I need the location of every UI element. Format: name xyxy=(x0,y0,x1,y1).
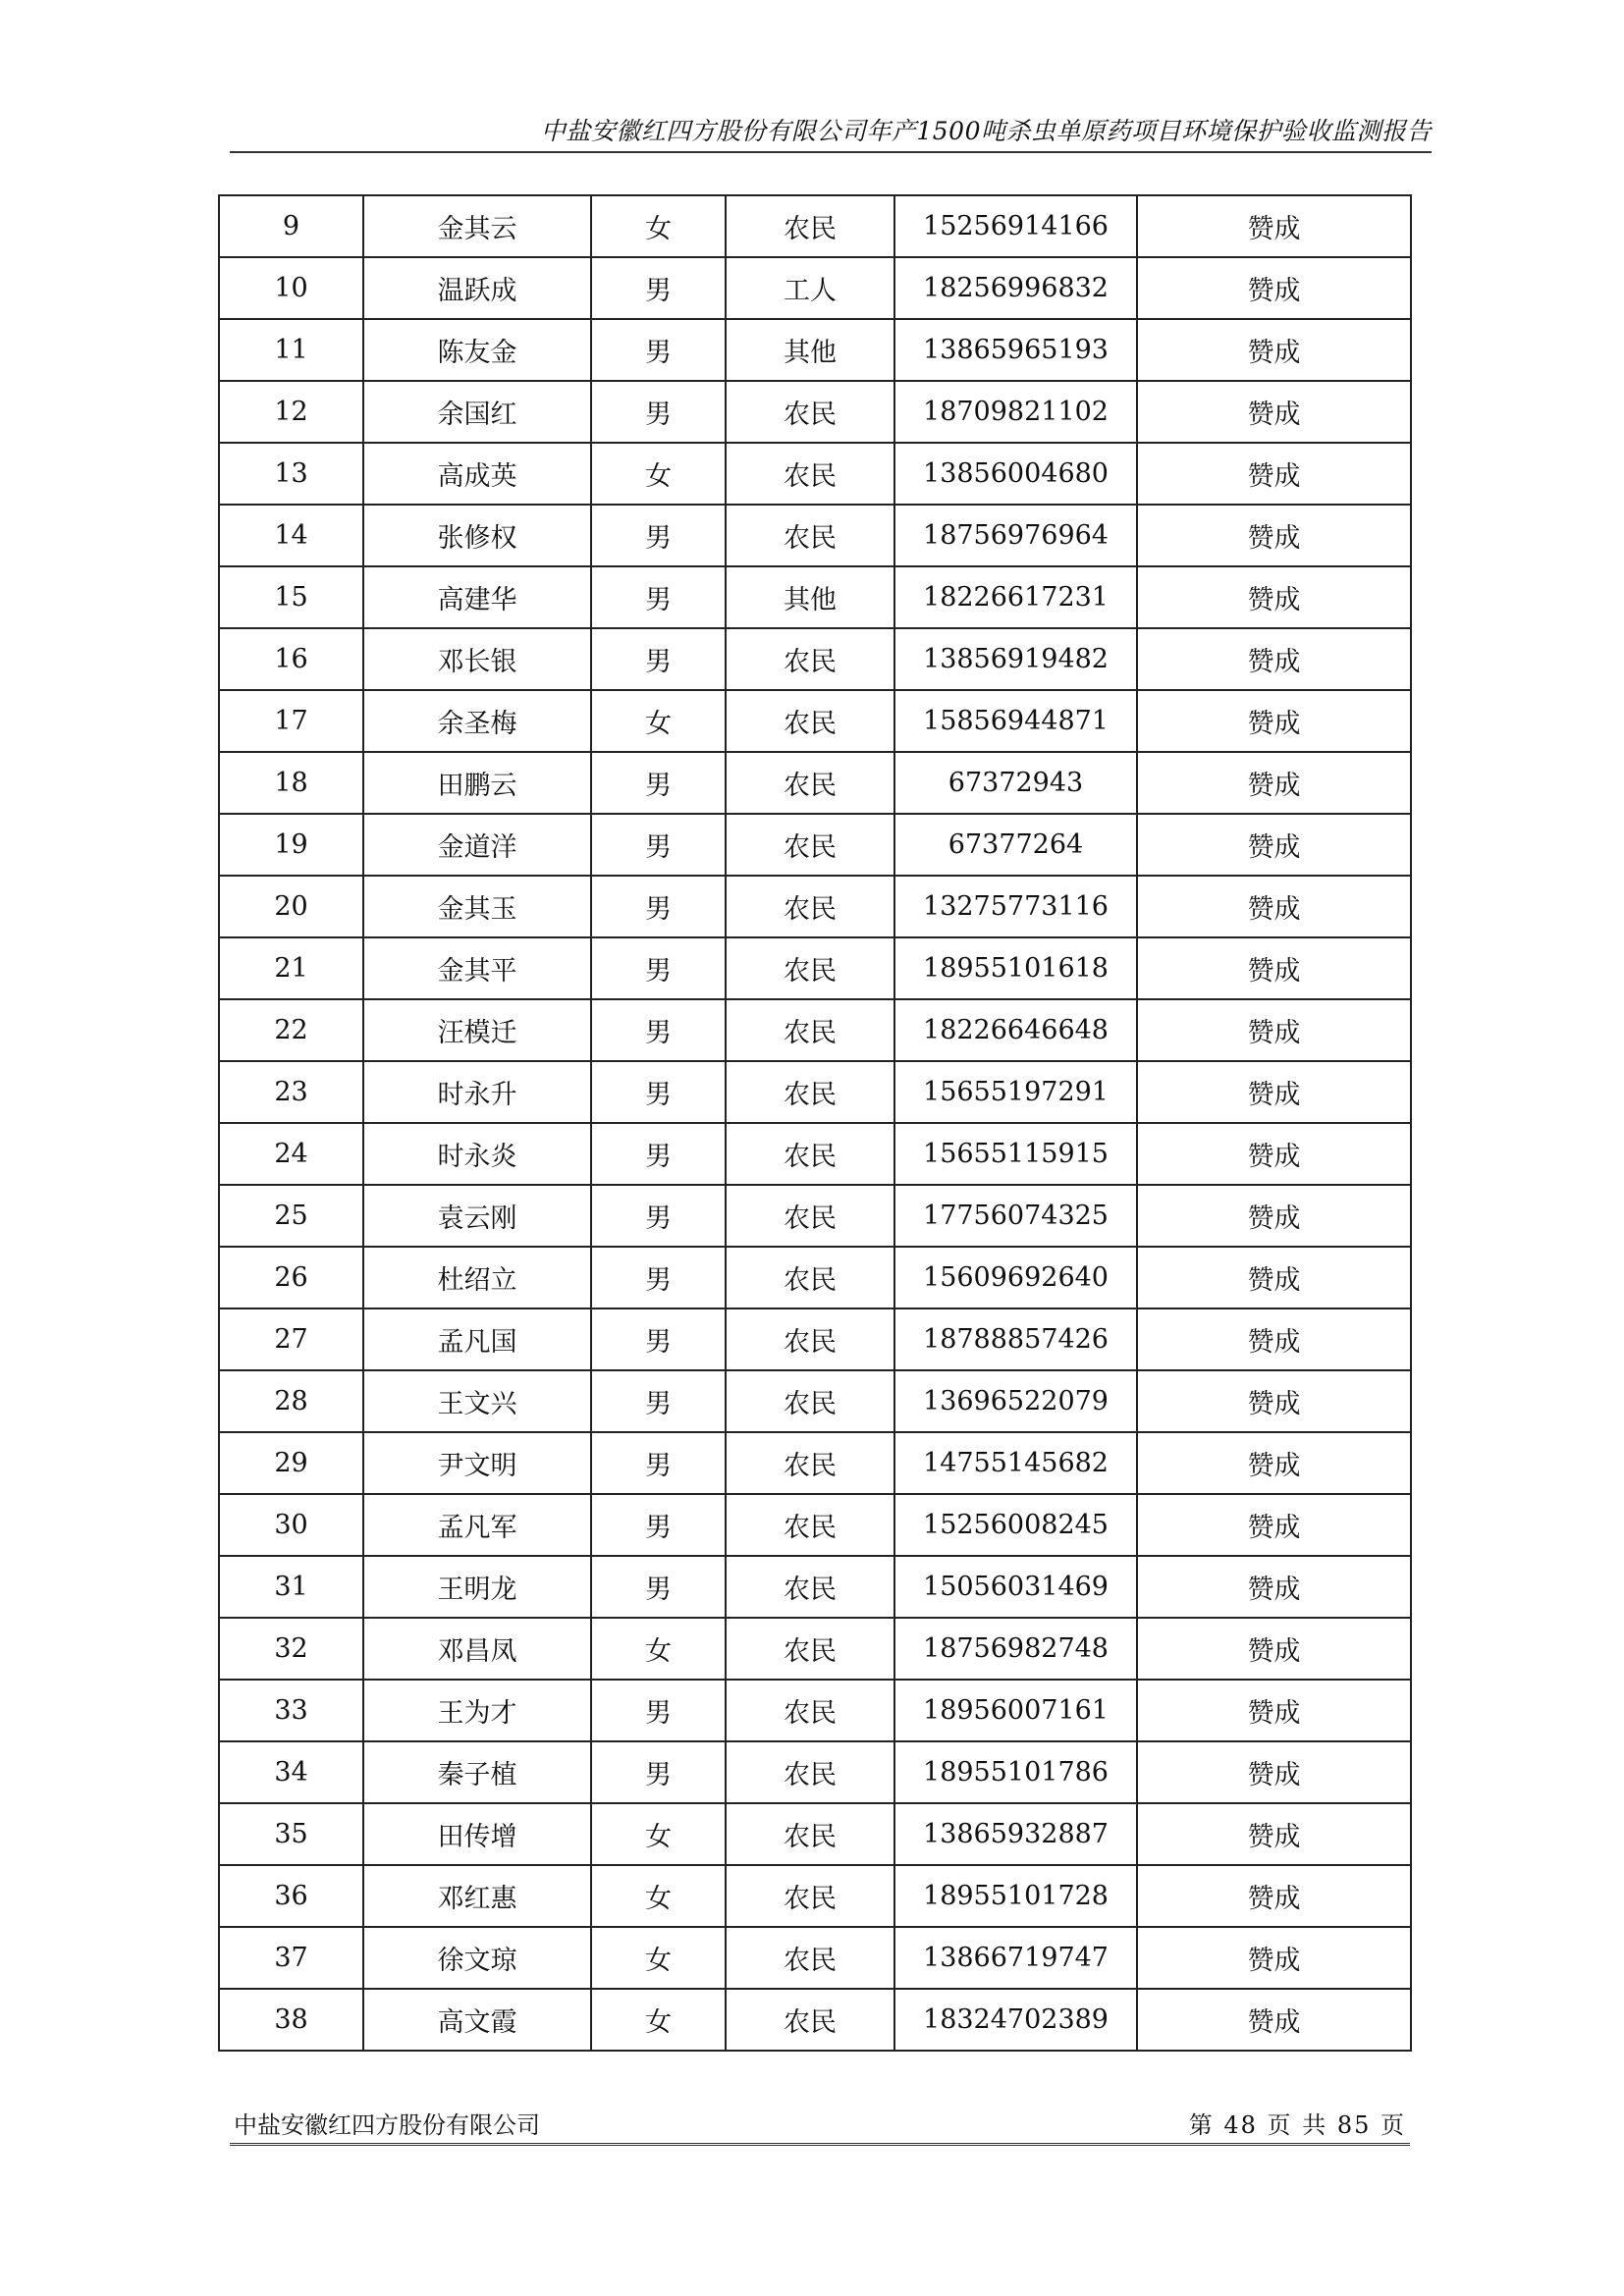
survey-table-body xyxy=(219,195,1411,2051)
table-row xyxy=(219,937,1411,999)
cell-opinion: 赞成 xyxy=(1137,319,1411,381)
cell-gender: 男 xyxy=(591,1680,726,1741)
cell-name: 邓长银 xyxy=(363,628,591,690)
cell-index: 13 xyxy=(219,443,363,505)
page-header xyxy=(230,114,1432,153)
cell-phone: 15655115915 xyxy=(894,1123,1137,1185)
page-footer xyxy=(230,2110,1410,2146)
cell-occupation: 农民 xyxy=(726,814,894,876)
cell-index: 27 xyxy=(219,1308,363,1370)
cell-index: 32 xyxy=(219,1618,363,1680)
cell-index: 14 xyxy=(219,505,363,566)
cell-occupation: 农民 xyxy=(726,876,894,937)
cell-phone: 15609692640 xyxy=(894,1247,1137,1308)
table-row xyxy=(219,1741,1411,1803)
cell-occupation: 工人 xyxy=(726,257,894,319)
table-row xyxy=(219,443,1411,505)
cell-opinion: 赞成 xyxy=(1137,999,1411,1061)
cell-name: 王明龙 xyxy=(363,1556,591,1618)
cell-gender: 男 xyxy=(591,319,726,381)
cell-gender: 女 xyxy=(591,1989,726,2051)
cell-name: 孟凡军 xyxy=(363,1494,591,1556)
cell-opinion: 赞成 xyxy=(1137,1370,1411,1432)
cell-phone: 18709821102 xyxy=(894,381,1137,443)
cell-gender: 女 xyxy=(591,1618,726,1680)
cell-gender: 女 xyxy=(591,1927,726,1989)
cell-gender: 男 xyxy=(591,1123,726,1185)
cell-opinion: 赞成 xyxy=(1137,443,1411,505)
table-row xyxy=(219,1247,1411,1308)
cell-gender: 男 xyxy=(591,1185,726,1247)
cell-phone: 13865932887 xyxy=(894,1803,1137,1865)
cell-index: 20 xyxy=(219,876,363,937)
cell-phone: 67372943 xyxy=(894,752,1137,814)
cell-index: 30 xyxy=(219,1494,363,1556)
cell-name: 金其平 xyxy=(363,937,591,999)
table-row xyxy=(219,1865,1411,1927)
cell-phone: 18956007161 xyxy=(894,1680,1137,1741)
cell-name: 邓红惠 xyxy=(363,1865,591,1927)
cell-opinion: 赞成 xyxy=(1137,1123,1411,1185)
cell-occupation: 农民 xyxy=(726,628,894,690)
cell-gender: 男 xyxy=(591,1247,726,1308)
cell-opinion: 赞成 xyxy=(1137,1247,1411,1308)
table-row xyxy=(219,1308,1411,1370)
cell-opinion: 赞成 xyxy=(1137,814,1411,876)
cell-name: 时永升 xyxy=(363,1061,591,1123)
cell-opinion: 赞成 xyxy=(1137,1803,1411,1865)
cell-name: 高文霞 xyxy=(363,1989,591,2051)
cell-phone: 15256914166 xyxy=(894,195,1137,257)
cell-index: 35 xyxy=(219,1803,363,1865)
cell-gender: 男 xyxy=(591,1061,726,1123)
cell-phone: 14755145682 xyxy=(894,1432,1137,1494)
table-row xyxy=(219,319,1411,381)
cell-opinion: 赞成 xyxy=(1137,937,1411,999)
cell-gender: 男 xyxy=(591,1741,726,1803)
cell-gender: 男 xyxy=(591,381,726,443)
cell-occupation: 农民 xyxy=(726,1927,894,1989)
cell-opinion: 赞成 xyxy=(1137,1308,1411,1370)
cell-occupation: 其他 xyxy=(726,566,894,628)
table-row xyxy=(219,1370,1411,1432)
cell-index: 34 xyxy=(219,1741,363,1803)
cell-gender: 男 xyxy=(591,1494,726,1556)
cell-name: 孟凡国 xyxy=(363,1308,591,1370)
survey-table xyxy=(218,194,1412,2052)
cell-phone: 15056031469 xyxy=(894,1556,1137,1618)
cell-opinion: 赞成 xyxy=(1137,1494,1411,1556)
cell-name: 尹文明 xyxy=(363,1432,591,1494)
cell-gender: 女 xyxy=(591,1803,726,1865)
cell-gender: 女 xyxy=(591,1865,726,1927)
cell-name: 金其玉 xyxy=(363,876,591,937)
cell-opinion: 赞成 xyxy=(1137,752,1411,814)
cell-name: 徐文琼 xyxy=(363,1927,591,1989)
cell-name: 温跃成 xyxy=(363,257,591,319)
cell-occupation: 其他 xyxy=(726,319,894,381)
cell-gender: 男 xyxy=(591,1308,726,1370)
cell-occupation: 农民 xyxy=(726,1865,894,1927)
table-row xyxy=(219,257,1411,319)
cell-index: 28 xyxy=(219,1370,363,1432)
cell-opinion: 赞成 xyxy=(1137,1618,1411,1680)
table-row xyxy=(219,876,1411,937)
table-row xyxy=(219,1927,1411,1989)
cell-index: 21 xyxy=(219,937,363,999)
cell-index: 9 xyxy=(219,195,363,257)
report-title: 中盐安徽红四方股份有限公司年产1500吨杀虫单原药项目环境保护验收监测报告 xyxy=(540,117,1432,145)
cell-index: 31 xyxy=(219,1556,363,1618)
cell-phone: 13866719747 xyxy=(894,1927,1137,1989)
cell-opinion: 赞成 xyxy=(1137,1185,1411,1247)
cell-phone: 13856919482 xyxy=(894,628,1137,690)
cell-phone: 18226617231 xyxy=(894,566,1137,628)
table-row xyxy=(219,1185,1411,1247)
cell-name: 田鹏云 xyxy=(363,752,591,814)
cell-occupation: 农民 xyxy=(726,937,894,999)
cell-phone: 67377264 xyxy=(894,814,1137,876)
cell-phone: 15856944871 xyxy=(894,690,1137,752)
cell-phone: 15256008245 xyxy=(894,1494,1137,1556)
cell-index: 12 xyxy=(219,381,363,443)
cell-name: 王为才 xyxy=(363,1680,591,1741)
table-row xyxy=(219,566,1411,628)
cell-opinion: 赞成 xyxy=(1137,1061,1411,1123)
cell-name: 金其云 xyxy=(363,195,591,257)
cell-occupation: 农民 xyxy=(726,1185,894,1247)
cell-index: 25 xyxy=(219,1185,363,1247)
cell-opinion: 赞成 xyxy=(1137,566,1411,628)
table-row xyxy=(219,1494,1411,1556)
cell-name: 高成英 xyxy=(363,443,591,505)
cell-gender: 女 xyxy=(591,443,726,505)
cell-occupation: 农民 xyxy=(726,443,894,505)
cell-index: 15 xyxy=(219,566,363,628)
cell-name: 田传增 xyxy=(363,1803,591,1865)
cell-index: 29 xyxy=(219,1432,363,1494)
cell-gender: 男 xyxy=(591,999,726,1061)
cell-opinion: 赞成 xyxy=(1137,876,1411,937)
cell-name: 余圣梅 xyxy=(363,690,591,752)
cell-name: 袁云刚 xyxy=(363,1185,591,1247)
cell-phone: 18256996832 xyxy=(894,257,1137,319)
cell-index: 16 xyxy=(219,628,363,690)
cell-opinion: 赞成 xyxy=(1137,1927,1411,1989)
cell-phone: 18955101618 xyxy=(894,937,1137,999)
table-row xyxy=(219,1123,1411,1185)
table-row xyxy=(219,1680,1411,1741)
cell-phone: 13856004680 xyxy=(894,443,1137,505)
cell-index: 18 xyxy=(219,752,363,814)
cell-gender: 男 xyxy=(591,566,726,628)
cell-gender: 男 xyxy=(591,505,726,566)
cell-phone: 18324702389 xyxy=(894,1989,1137,2051)
cell-opinion: 赞成 xyxy=(1137,505,1411,566)
cell-index: 10 xyxy=(219,257,363,319)
table-row xyxy=(219,1061,1411,1123)
cell-phone: 18955101728 xyxy=(894,1865,1137,1927)
cell-name: 秦子植 xyxy=(363,1741,591,1803)
table-row xyxy=(219,381,1411,443)
cell-opinion: 赞成 xyxy=(1137,628,1411,690)
cell-occupation: 农民 xyxy=(726,1308,894,1370)
cell-gender: 男 xyxy=(591,752,726,814)
cell-opinion: 赞成 xyxy=(1137,1556,1411,1618)
cell-phone: 15655197291 xyxy=(894,1061,1137,1123)
cell-index: 38 xyxy=(219,1989,363,2051)
cell-occupation: 农民 xyxy=(726,1494,894,1556)
cell-occupation: 农民 xyxy=(726,195,894,257)
cell-gender: 女 xyxy=(591,690,726,752)
footer-company: 中盐安徽红四方股份有限公司 xyxy=(234,2111,540,2139)
cell-index: 26 xyxy=(219,1247,363,1308)
footer-page-number: 第 48 页 共 85 页 xyxy=(1188,2111,1406,2139)
cell-index: 36 xyxy=(219,1865,363,1927)
cell-occupation: 农民 xyxy=(726,999,894,1061)
cell-name: 王文兴 xyxy=(363,1370,591,1432)
cell-phone: 18756976964 xyxy=(894,505,1137,566)
cell-occupation: 农民 xyxy=(726,1680,894,1741)
cell-index: 23 xyxy=(219,1061,363,1123)
cell-name: 金道洋 xyxy=(363,814,591,876)
cell-occupation: 农民 xyxy=(726,1432,894,1494)
cell-opinion: 赞成 xyxy=(1137,1865,1411,1927)
table-row xyxy=(219,814,1411,876)
cell-index: 19 xyxy=(219,814,363,876)
cell-gender: 男 xyxy=(591,1432,726,1494)
cell-name: 杜绍立 xyxy=(363,1247,591,1308)
cell-opinion: 赞成 xyxy=(1137,690,1411,752)
cell-phone: 13865965193 xyxy=(894,319,1137,381)
cell-name: 余国红 xyxy=(363,381,591,443)
cell-phone: 18756982748 xyxy=(894,1618,1137,1680)
cell-index: 11 xyxy=(219,319,363,381)
cell-index: 24 xyxy=(219,1123,363,1185)
cell-phone: 13275773116 xyxy=(894,876,1137,937)
cell-occupation: 农民 xyxy=(726,752,894,814)
cell-occupation: 农民 xyxy=(726,690,894,752)
table-row xyxy=(219,999,1411,1061)
cell-phone: 18788857426 xyxy=(894,1308,1137,1370)
cell-occupation: 农民 xyxy=(726,381,894,443)
table-row xyxy=(219,1556,1411,1618)
cell-name: 陈友金 xyxy=(363,319,591,381)
cell-phone: 13696522079 xyxy=(894,1370,1137,1432)
table-row xyxy=(219,195,1411,257)
cell-name: 张修权 xyxy=(363,505,591,566)
cell-phone: 18955101786 xyxy=(894,1741,1137,1803)
cell-occupation: 农民 xyxy=(726,1123,894,1185)
cell-gender: 男 xyxy=(591,814,726,876)
cell-phone: 18226646648 xyxy=(894,999,1137,1061)
cell-index: 22 xyxy=(219,999,363,1061)
cell-opinion: 赞成 xyxy=(1137,1741,1411,1803)
cell-gender: 男 xyxy=(591,937,726,999)
cell-gender: 男 xyxy=(591,1370,726,1432)
table-row xyxy=(219,628,1411,690)
table-row xyxy=(219,1803,1411,1865)
cell-opinion: 赞成 xyxy=(1137,1432,1411,1494)
table-row xyxy=(219,505,1411,566)
cell-gender: 男 xyxy=(591,257,726,319)
table-row xyxy=(219,752,1411,814)
cell-occupation: 农民 xyxy=(726,1556,894,1618)
cell-occupation: 农民 xyxy=(726,1741,894,1803)
cell-name: 邓昌凤 xyxy=(363,1618,591,1680)
table-row xyxy=(219,1432,1411,1494)
cell-occupation: 农民 xyxy=(726,505,894,566)
cell-phone: 17756074325 xyxy=(894,1185,1137,1247)
table-row xyxy=(219,1989,1411,2051)
cell-occupation: 农民 xyxy=(726,1247,894,1308)
cell-gender: 男 xyxy=(591,876,726,937)
cell-index: 17 xyxy=(219,690,363,752)
cell-occupation: 农民 xyxy=(726,1803,894,1865)
cell-index: 37 xyxy=(219,1927,363,1989)
cell-name: 时永炎 xyxy=(363,1123,591,1185)
cell-gender: 男 xyxy=(591,628,726,690)
cell-gender: 女 xyxy=(591,195,726,257)
cell-name: 汪模迁 xyxy=(363,999,591,1061)
cell-name: 高建华 xyxy=(363,566,591,628)
cell-occupation: 农民 xyxy=(726,1370,894,1432)
table-row xyxy=(219,690,1411,752)
cell-opinion: 赞成 xyxy=(1137,381,1411,443)
cell-index: 33 xyxy=(219,1680,363,1741)
cell-occupation: 农民 xyxy=(726,1061,894,1123)
cell-occupation: 农民 xyxy=(726,1989,894,2051)
cell-opinion: 赞成 xyxy=(1137,257,1411,319)
cell-opinion: 赞成 xyxy=(1137,1989,1411,2051)
table-row xyxy=(219,1618,1411,1680)
cell-occupation: 农民 xyxy=(726,1618,894,1680)
cell-opinion: 赞成 xyxy=(1137,195,1411,257)
cell-gender: 男 xyxy=(591,1556,726,1618)
cell-opinion: 赞成 xyxy=(1137,1680,1411,1741)
